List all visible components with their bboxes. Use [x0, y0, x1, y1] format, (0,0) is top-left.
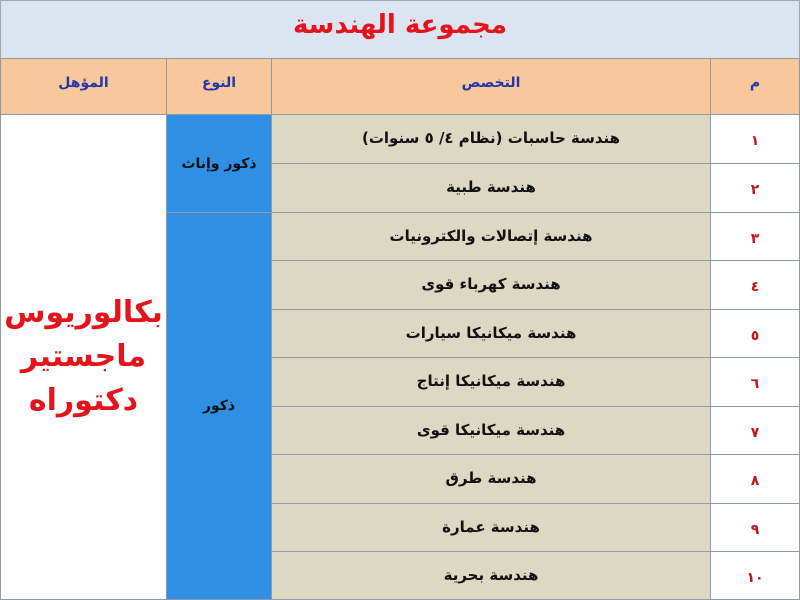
row-specialization: هندسة بحرية [271, 551, 711, 600]
header-number: م [710, 58, 800, 115]
row-number: ٣ [710, 212, 800, 261]
row-specialization: هندسة طبية [271, 163, 711, 213]
qualification-cell [0, 114, 167, 600]
row-number: ١ [710, 114, 800, 164]
row-number: ٩ [710, 503, 800, 552]
row-number: ٤ [710, 260, 800, 310]
row-specialization: هندسة ميكانيكا إنتاج [271, 357, 711, 407]
header-specialization: التخصص [271, 58, 711, 115]
header-qualification: المؤهل [0, 58, 167, 115]
row-number: ١٠ [710, 551, 800, 600]
row-number: ٨ [710, 454, 800, 504]
row-specialization: هندسة عمارة [271, 503, 711, 552]
qualification-master: ماجستير [20, 339, 147, 374]
row-number: ٧ [710, 406, 800, 455]
qualification-doctorate: دكتوراه [28, 383, 139, 418]
qualification-bachelor: بكالوريوس [4, 295, 163, 330]
gender-mixed-cell: ذكور وإناث [166, 114, 272, 213]
row-specialization: هندسة ميكانيكا سيارات [271, 309, 711, 358]
row-specialization: هندسة كهرباء قوى [271, 260, 711, 310]
row-specialization: هندسة إتصالات والكترونيات [271, 212, 711, 261]
row-specialization: هندسة طرق [271, 454, 711, 504]
row-specialization: هندسة حاسبات (نظام ٤/ ٥ سنوات) [271, 114, 711, 164]
row-number: ٥ [710, 309, 800, 358]
row-number: ٢ [710, 163, 800, 213]
row-specialization: هندسة ميكانيكا قوى [271, 406, 711, 455]
page-title: مجموعة الهندسة [293, 10, 507, 40]
title-bar [0, 0, 800, 60]
gender-male-cell: ذكور [166, 212, 272, 600]
header-gender: النوع [166, 58, 272, 115]
row-number: ٦ [710, 357, 800, 407]
